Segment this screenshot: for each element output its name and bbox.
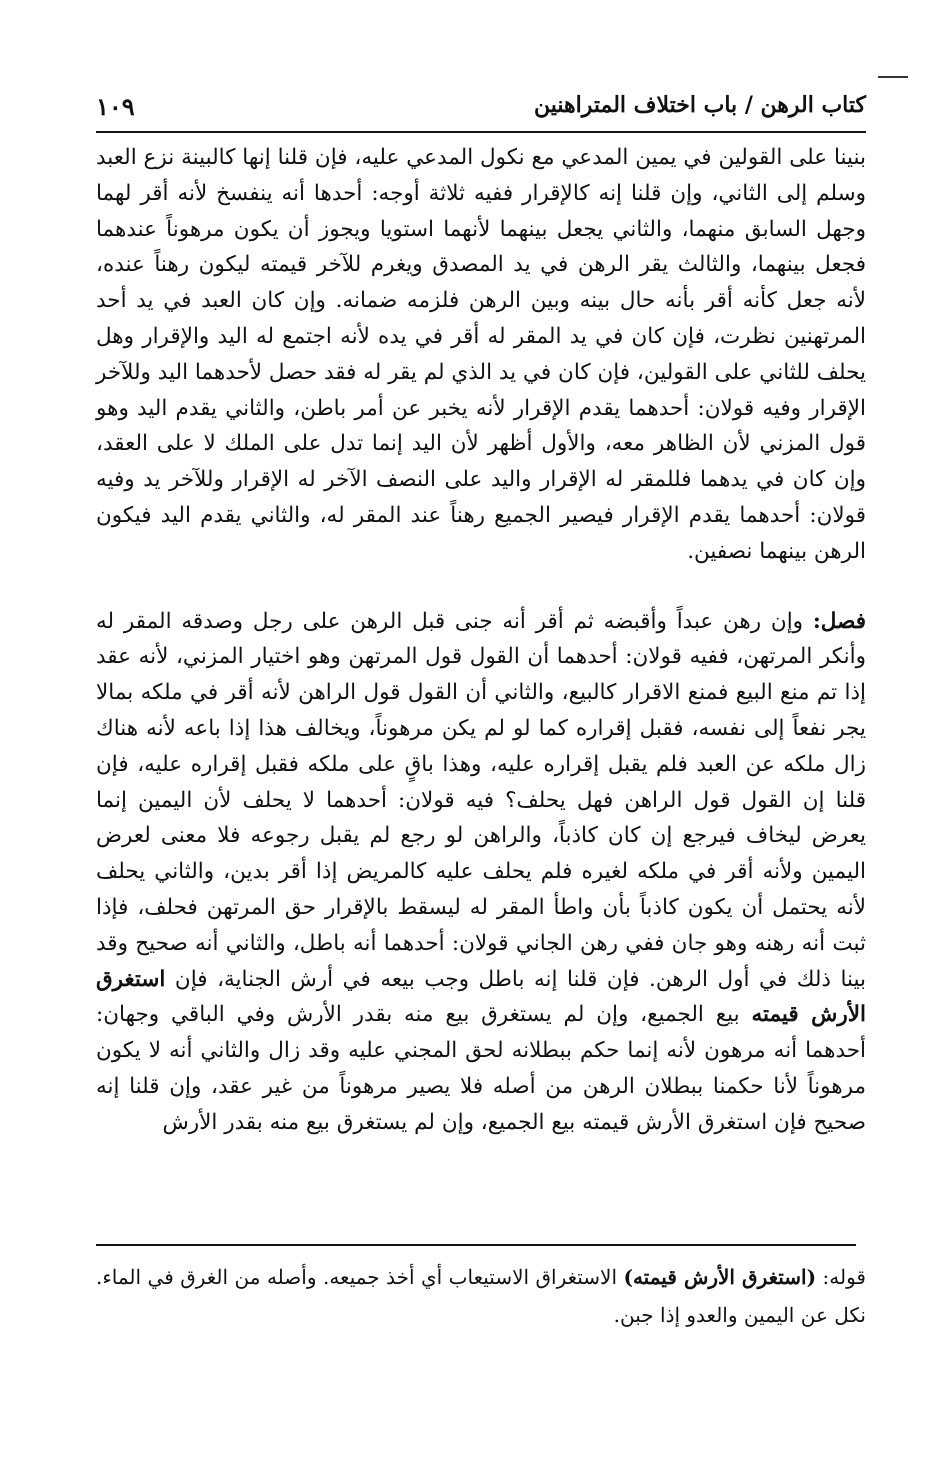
footnote-text — [96, 1258, 866, 1334]
paragraph-2 — [96, 604, 866, 1141]
footnote — [96, 1258, 866, 1334]
paragraph-1: بنينا على القولين في يمين المدعي مع نكول المدعي عليه، فإن قلنا إنها كالبينة نزع العبد وسلم إلى الثاني، وإن قلنا إنه كالإقرار ففيه ثلاثة أوجه: أحدها أنه ينفسخ لأنه أقر لهما وجهل السابق منهما، والثاني يجعل بينهما لأنهما استويا ويجوز أن يكون مرهوناً عندهما فجعل بينهما، والثالث يقر الرهن في يد المصدق ويغرم للآخر قيمته ليكون رهناً عنده، لأنه جعل كأنه أقر بأنه حال بينه وبين الرهن فلزمه ضمانه. وإن كان العبد في يد أحد المرتهنين نظرت، فإن كان في يد المقر له أقر في يده لأنه اجتمع له اليد والإقرار وهل يحلف للثاني على القولين، فإن كان في يد الذي لم يقر له فقد حصل لأحدهما اليد وللآخر الإقرار وفيه قولان: أحدهما يقدم الإقرار لأنه يخبر عن أمر باطن، والثاني يقدم اليد وهو قول المزني لأن الظاهر معه، والأول أظهر لأن اليد إنما تدل على الملك لا على العقد، وإن كان في يدهما فللمقر له الإقرار واليد على النصف الآخر له الإقرار وللآخر يد وفيه قولان: أحدهما يقدم الإقرار فيصير الجميع رهناً عند المقر له، والثاني يقدم اليد فيكون الرهن بينهما نصفين. — [96, 145, 866, 564]
running-head: كتاب الرهن / باب اختلاف المتراهنين — [533, 92, 866, 118]
corner-mark — [878, 76, 908, 78]
paragraph-2-part-a: وإن رهن عبداً وأقبضه ثم أقر أنه جنى قبل الرهن على رجل وصدقه المقر له وأنكر المرتهن، ففيه قولان: أحدهما أن القول قول المرتهن وهو اختيار المزني، لأنه عقد إذا تم منع البيع فمنع الاقرار كالبيع، والثاني أن القول قول الراهن لأنه أقر في ملكه بمالا يجر نفعاً إلى نفسه، فقبل إقراره كما لو لم يكن مرهوناً، ويخالف هذا إذا باعه لأنه هناك زال ملكه عن العبد فلم يقبل إقراره عليه، وهذا باقٍ على ملكه فقبل إقراره عليه، فإن قلنا إن القول قول الراهن فهل يحلف؟ فيه قولان: أحدهما لا يحلف لأن اليمين إنما يعرض ليخاف فيرجع إن كان كاذباً، والراهن لو رجع لم يقبل رجوعه فلا معنى لعرض اليمين ولأنه أقر في ملكه لغيره فلم يحلف عليه كالمريض إذا أقر بدين، والثاني يحلف لأنه يحتمل أن يكون كاذباً بأن واطأ المقر له ليسقط بالإقرار حق المرتهن فحلف، فإذا ثبت أنه رهنه وهو جان ففي رهن الجاني قولان: أحدهما أنه باطل، والثاني أنه صحيح وقد بينا ذلك في أول الرهن. فإن قلنا إنه باطل وجب بيعه في أرش الجناية، فإن — [96, 608, 866, 992]
paragraph-2-bold-term: استغرق الأرش قيمته — [96, 966, 867, 1028]
footnote-rule — [96, 1244, 856, 1246]
page-header — [96, 92, 866, 132]
footnote-term: (استغرق الأرش قيمته) — [623, 1265, 817, 1289]
header-rule — [96, 131, 866, 133]
footnote-lead: قوله: — [816, 1265, 866, 1289]
footnote-body: الاستغراق الاستيعاب أي أخذ جميعه. وأصله من الغرق في الماء. نكل عن اليمين والعدو إذا جبن. — [96, 1265, 866, 1327]
paragraph-2-part-b: بيع الجميع، وإن لم يستغرق بيع منه بقدر الأرش وفي الباقي وجهان: أحدهما أنه مرهون لأنه إنما حكم ببطلانه لحق المجني عليه وقد زال والثاني أنه لا يكون مرهوناً لأنا حكمنا ببطلان الرهن من أصله فلا يصير مرهوناً من غير عقد، وإن قلنا إنه صحيح فإن استغرق الأرش قيمته بيع الجميع، وإن لم يستغرق بيع منه بقدر الأرش — [96, 1002, 866, 1135]
main-text — [96, 140, 866, 1141]
section-label: فصل: — [812, 608, 866, 634]
page-number: ١٠٩ — [96, 92, 135, 121]
